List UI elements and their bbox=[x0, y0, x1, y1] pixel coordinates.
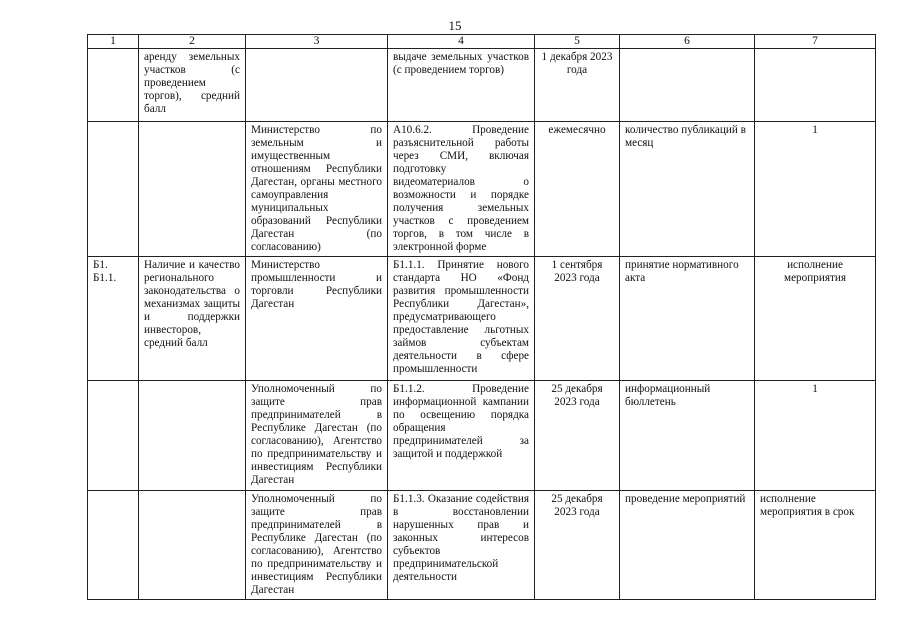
cell-measure: выдаче земельных участков (с проведением торгов) bbox=[388, 49, 535, 122]
cell-indicator: Наличие и качество регионального законодательства о механизмах защиты и поддержки инвесторов, средний балл bbox=[139, 257, 246, 381]
col-header-3: 3 bbox=[246, 35, 388, 49]
table-row bbox=[88, 257, 876, 381]
table-row bbox=[88, 491, 876, 600]
col-header-2: 2 bbox=[139, 35, 246, 49]
measures-table bbox=[87, 34, 876, 600]
cell-code bbox=[88, 381, 139, 491]
cell-responsible: Уполномоченный по защите прав предпринимателей в Республике Дагестан (по согласованию), Агентство по предпринимательству и инвестициям Республики Дагестан bbox=[246, 381, 388, 491]
cell-indicator bbox=[139, 381, 246, 491]
cell-deadline: 1 сентября 2023 года bbox=[535, 257, 620, 381]
cell-code bbox=[88, 122, 139, 257]
table-row bbox=[88, 381, 876, 491]
cell-deadline: ежемесячно bbox=[535, 122, 620, 257]
col-header-5: 5 bbox=[535, 35, 620, 49]
cell-result-indicator bbox=[620, 49, 755, 122]
cell-target-value bbox=[755, 49, 876, 122]
col-header-4: 4 bbox=[388, 35, 535, 49]
cell-result-indicator: информационный бюллетень bbox=[620, 381, 755, 491]
cell-target-value: исполнение мероприятия в срок bbox=[755, 491, 876, 600]
cell-target-value: исполнение мероприятия bbox=[755, 257, 876, 381]
cell-code: Б1. Б1.1. bbox=[88, 257, 139, 381]
cell-responsible bbox=[246, 49, 388, 122]
cell-responsible: Министерство по земельным и имущественным отношениям Республики Дагестан, органы местного самоуправления муниципальных образований Республики Дагестан (по согласованию) bbox=[246, 122, 388, 257]
table-row bbox=[88, 49, 876, 122]
col-header-7: 7 bbox=[755, 35, 876, 49]
cell-deadline: 1 декабря 2023 года bbox=[535, 49, 620, 122]
cell-code bbox=[88, 491, 139, 600]
page-number: 15 bbox=[448, 18, 462, 33]
col-header-1: 1 bbox=[88, 35, 139, 49]
cell-responsible: Министерство промышленности и торговли Республики Дагестан bbox=[246, 257, 388, 381]
cell-deadline: 25 декабря 2023 года bbox=[535, 381, 620, 491]
cell-measure: Б1.1.2. Проведение информационной кампании по освещению порядка обращения предпринимателей за защитой и поддержкой bbox=[388, 381, 535, 491]
col-header-6: 6 bbox=[620, 35, 755, 49]
cell-indicator: аренду земельных участков (с проведением торгов), средний балл bbox=[139, 49, 246, 122]
cell-responsible: Уполномоченный по защите прав предпринимателей в Республике Дагестан (по согласованию), Агентство по предпринимательству и инвестициям Республики Дагестан bbox=[246, 491, 388, 600]
table-header-row bbox=[88, 35, 876, 49]
cell-target-value: 1 bbox=[755, 122, 876, 257]
cell-measure: А10.6.2. Проведение разъяснительной работы через СМИ, включая подготовку видеоматериалов о возможности и порядке получения земельных участков с проведением торгов, в том числе в электронной форме bbox=[388, 122, 535, 257]
cell-result-indicator: принятие нормативного акта bbox=[620, 257, 755, 381]
table-row bbox=[88, 122, 876, 257]
cell-code bbox=[88, 49, 139, 122]
cell-result-indicator: проведение мероприятий bbox=[620, 491, 755, 600]
cell-indicator bbox=[139, 491, 246, 600]
cell-deadline: 25 декабря 2023 года bbox=[535, 491, 620, 600]
cell-measure: Б1.1.1. Принятие нового стандарта НО «Фонд развития промышленности Республики Дагестан», предусматривающего предоставление льготных займов субъектам деятельности в сфере промышленности bbox=[388, 257, 535, 381]
cell-measure: Б1.1.3. Оказание содействия в восстановлении нарушенных прав и законных интересов субъектов предпринимательской деятельности bbox=[388, 491, 535, 600]
cell-indicator bbox=[139, 122, 246, 257]
cell-target-value: 1 bbox=[755, 381, 876, 491]
cell-result-indicator: количество публикаций в месяц bbox=[620, 122, 755, 257]
